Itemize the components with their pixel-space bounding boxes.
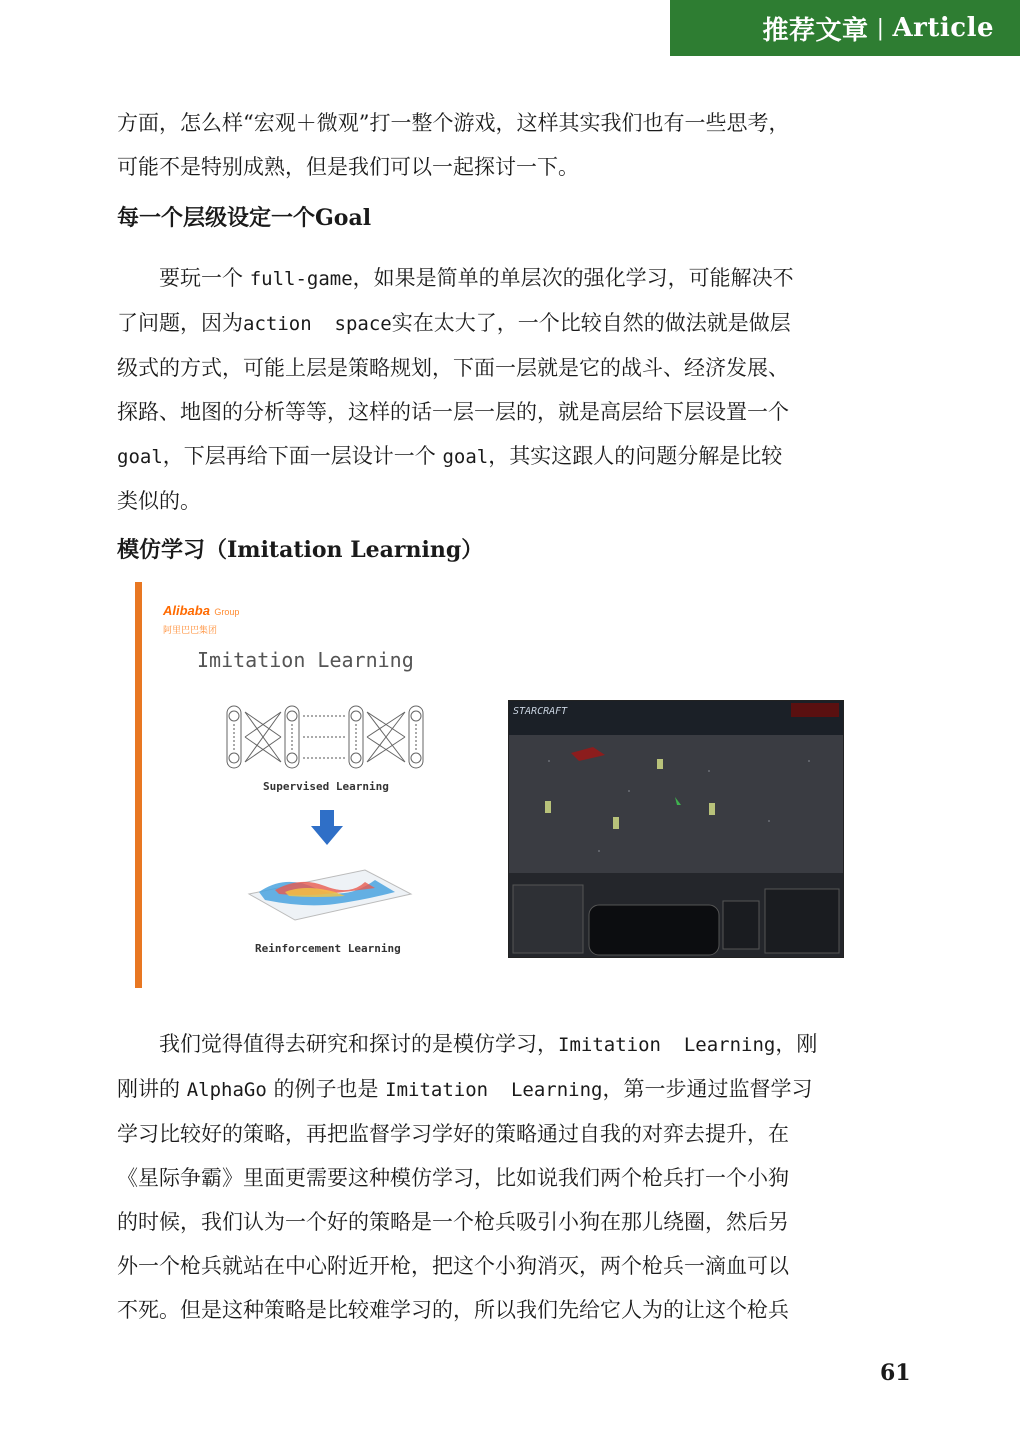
text-line: 要玩一个 full-game，如果是简单的单层次的强化学习，可能解决不 [159,266,794,290]
figure-accent-bar [135,582,142,988]
section-title: 推荐文章 [762,15,869,46]
header-separator: | [876,15,885,41]
text-line: 我们觉得值得去研究和探讨的是模仿学习，Imitation Learning，刚 [159,1032,818,1056]
text-line: 刚讲的 AlphaGo 的例子也是 Imitation Learning，第一步通过监督学习 [117,1077,813,1101]
goal-paragraph [117,256,907,523]
text-line: 探路、地图的分析等等，这样的话一层一层的，就是高层给下层设置一个 [117,400,789,424]
heading-imitation-block [117,528,907,572]
reinforcement-learning-label: Reinforcement Learning [255,942,401,955]
down-arrow-icon [310,810,344,846]
starcraft-scene [509,701,843,957]
text-line: 方面，怎么样“宏观＋微观”打一整个游戏，这样其实我们也有一些思考， [117,111,790,135]
text-line: goal，下层再给下面一层设计一个 goal，其实这跟人的问题分解是比较 [117,444,783,468]
starcraft-screenshot [508,700,844,958]
section-label: Article [892,13,994,43]
text-line: 了问题，因为action space实在太大了，一个比较自然的做法就是做层 [117,311,791,335]
neural-network-diagram [223,702,433,772]
text-line: 学习比较好的策略，再把监督学习学好的策略通过自我的对弈去提升，在 [117,1122,789,1146]
section-header-tab [670,0,1020,56]
text-line: 《星际争霸》里面更需要这种模仿学习，比如说我们两个枪兵打一个小狗 [117,1166,789,1190]
starcraft-logo: STARCRAFT [513,706,568,717]
text-line: 级式的方式，可能上层是策略规划，下面一层就是它的战斗、经济发展、 [117,356,789,380]
heading-goal-block [117,196,907,240]
text-line: 可能不是特别成熟，但是我们可以一起探讨一下。 [117,155,579,179]
imitation-learning-figure [135,582,855,988]
text-line: 类似的。 [117,489,201,513]
text-line: 的时候，我们认为一个好的策略是一个枪兵吸引小狗在那儿绕圈，然后另 [117,1210,789,1234]
imitation-paragraph [117,1022,907,1332]
text-line: 不死。但是这种策略是比较难学习的，所以我们先给它人为的让这个枪兵 [117,1298,789,1322]
section-heading-imitation: 模仿学习（Imitation Learning） [117,537,484,563]
supervised-learning-label: Supervised Learning [263,780,389,793]
page-number: 61 [880,1360,911,1386]
intro-paragraph [117,101,907,189]
figure-title: Imitation Learning [197,648,414,672]
section-heading-goal: 每一个层级设定一个Goal [117,205,372,231]
alibaba-logo: Alibaba Group 阿里巴巴集团 [163,603,240,635]
reinforcement-surface-plot [245,864,415,928]
text-line: 外一个枪兵就站在中心附近开枪，把这个小狗消灭，两个枪兵一滴血可以 [117,1254,789,1278]
